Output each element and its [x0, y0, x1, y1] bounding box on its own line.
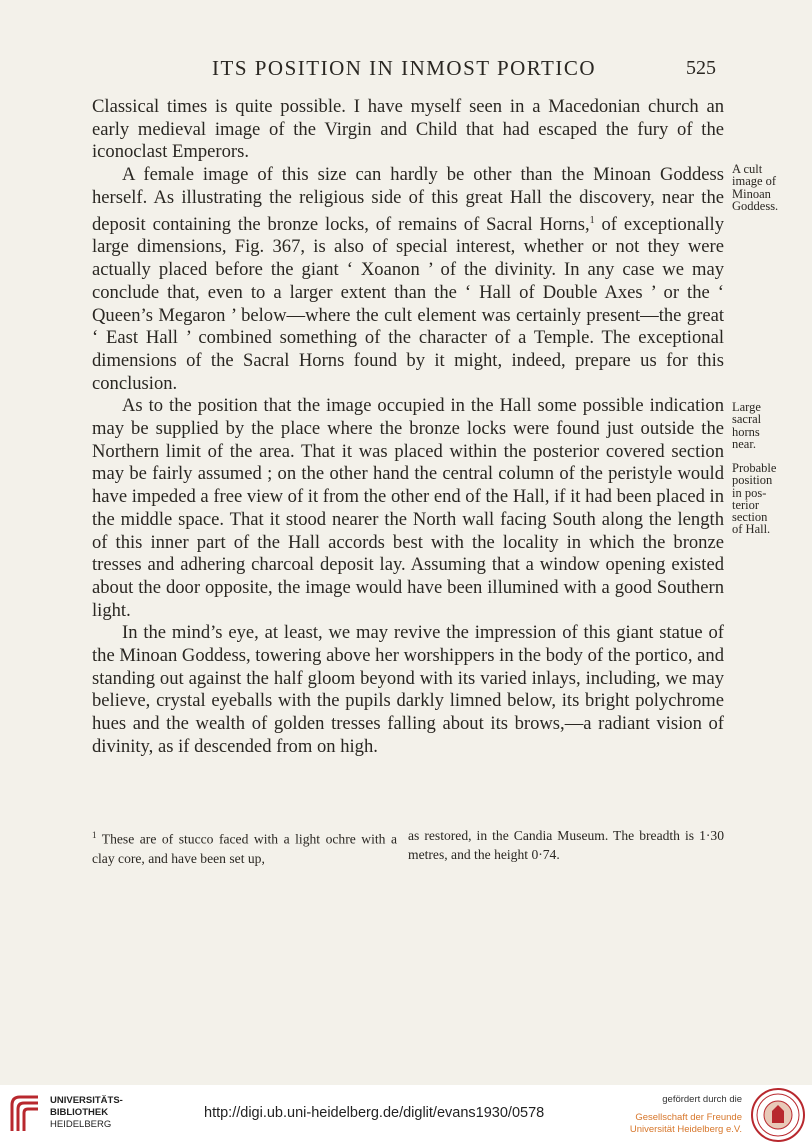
footnote-right: [408, 826, 724, 868]
footnotes: [92, 826, 724, 868]
text-line: part of the Hall accords best with the locality in which the bronze tresses: [92, 531, 724, 576]
footnote-text: These are of stucco faced with a light ochre with a clay core, and have been set up,: [92, 831, 397, 866]
text-line: the fury of the iconoclast Emperors.: [92, 118, 724, 163]
text-line: whether or not they were actually placed before the giant ‘ Xoanon ’ of the: [92, 236, 725, 281]
text-line: the other end of the Hall, if it had been placed in the middle space. That: [92, 486, 724, 530]
margin-line: terior: [732, 497, 760, 512]
margin-line: of Hall.: [732, 522, 771, 537]
university-seal-icon: [750, 1087, 806, 1143]
text-line: A female image of this size can hardly be other than the Minoan: [122, 164, 651, 186]
margin-note-sacral-horns: [732, 401, 804, 450]
text-line: high.: [340, 735, 378, 757]
margin-line: Goddess.: [732, 198, 779, 213]
margin-line: section: [732, 510, 768, 525]
margin-line: position: [732, 473, 773, 488]
page-header: [0, 56, 812, 86]
sponsor-label: gefördert durch die: [662, 1094, 742, 1105]
text-line: of the character of a Temple. The exceptional dimensions of the Sacral: [92, 327, 724, 371]
digitization-footer: [0, 1085, 812, 1144]
text-line: central column of the peristyle would have impeded a free view of it from: [92, 463, 724, 508]
text-line: divinity. In any case we may conclude that, even to a larger extent than: [92, 259, 724, 303]
margin-line: near.: [732, 436, 756, 451]
text-line: Horns found by it might, indeed, prepare us for this conclusion.: [92, 349, 724, 394]
text-line: the ‘ Hall of Double Axes ’ or the ‘ Queen’s Megaron ’ below—where the cult: [92, 281, 724, 326]
library-name-line: HEIDELBERG: [50, 1119, 112, 1130]
text-line: Horns,: [539, 213, 590, 235]
margin-line: A cult: [732, 162, 763, 176]
text-line: indication may be supplied by the place where the bronze locks were found: [92, 395, 724, 440]
paragraph: [92, 96, 724, 164]
text-line: Southern light.: [92, 576, 724, 621]
text-line: Classical times is quite possible. I have myself seen in a Macedonian: [92, 96, 641, 117]
text-line: and adhering charcoal deposit lay. Assuming that a window opening existed: [147, 554, 724, 576]
margin-line: Large: [732, 400, 761, 414]
text-line: just outside the Northern limit of the area. That it was placed within the: [92, 418, 724, 462]
text-line: inlays, including, we may believe, crystal eyeballs with the pupils darkly: [92, 667, 724, 712]
text-line: it stood nearer the North wall facing South along the length of this inner: [92, 508, 724, 553]
library-logo-icon: [8, 1093, 50, 1135]
library-name-line: BIBLIOTHEK: [50, 1107, 109, 1118]
text-line: statue of the Minoan Goddess, towering above her worshippers in the body: [92, 622, 724, 667]
margin-line: image of: [732, 174, 777, 189]
main-text: [92, 96, 724, 759]
footnote-number: 1: [92, 830, 97, 840]
text-line: falling about its brows,—a radiant vision of divinity, as if descended from on: [92, 713, 725, 757]
margin-line: in pos-: [732, 485, 767, 500]
text-line: posterior covered section may be fairly assumed ; on the other hand the: [92, 440, 725, 485]
text-line: element was certainly present—the great ‘ East Hall ’ combined something: [92, 304, 724, 349]
text-line: about the door opposite, the image would have been illumined with a good: [92, 576, 652, 598]
margin-line: Probable: [732, 461, 777, 475]
sponsor-block: [612, 1094, 742, 1136]
text-line: of exceptionally large dimensions, Fig. 367, is also of special interest,: [92, 213, 724, 258]
margin-line: Minoan: [732, 186, 771, 201]
margin-line: sacral: [732, 412, 762, 427]
margin-line: horns: [732, 424, 760, 439]
text-line: Goddess herself. As illustrating the religious side of this great Hall the: [92, 164, 724, 208]
paragraph: [92, 395, 724, 622]
margin-note-cult-image: [732, 163, 804, 212]
footnote-marker: 1: [589, 214, 595, 226]
sponsor-org: Gesellschaft der Freunde: [635, 1112, 742, 1123]
margin-note-position: [732, 462, 804, 536]
permalink-link[interactable]: http://digi.ub.uni-heidelberg.de/diglit/evans1930/0578: [204, 1105, 545, 1121]
text-line: of the portico, and standing out against the half gloom beyond with its varied: [92, 645, 724, 689]
text-line: church an early medieval image of the Virgin and Child that had escaped: [92, 96, 724, 140]
text-line: As to the position that the image occupied in the Hall some possible: [122, 395, 644, 417]
paragraph: [92, 622, 724, 758]
footnote-text: as restored, in the Candia Museum. The breadth is 1·30 metres, and the height 0·74.: [408, 828, 724, 862]
library-name-line: UNIVERSITÄTS-: [50, 1095, 123, 1106]
text-line: discovery, near the deposit containing the bronze locks, of remains of Sacral: [92, 186, 725, 235]
footnote-left: [92, 826, 397, 868]
text-line: In the mind’s eye, at least, we may revive the impression of this giant: [122, 622, 654, 644]
page-number: 525: [686, 57, 716, 79]
paragraph: [92, 164, 724, 395]
running-head: ITS POSITION IN INMOST PORTICO: [212, 56, 597, 80]
library-name: [50, 1095, 123, 1131]
text-line: limned below, its bright polychrome hues and the wealth of golden tresses: [92, 690, 725, 735]
sponsor-org: Universität Heidelberg e.V.: [629, 1124, 742, 1135]
